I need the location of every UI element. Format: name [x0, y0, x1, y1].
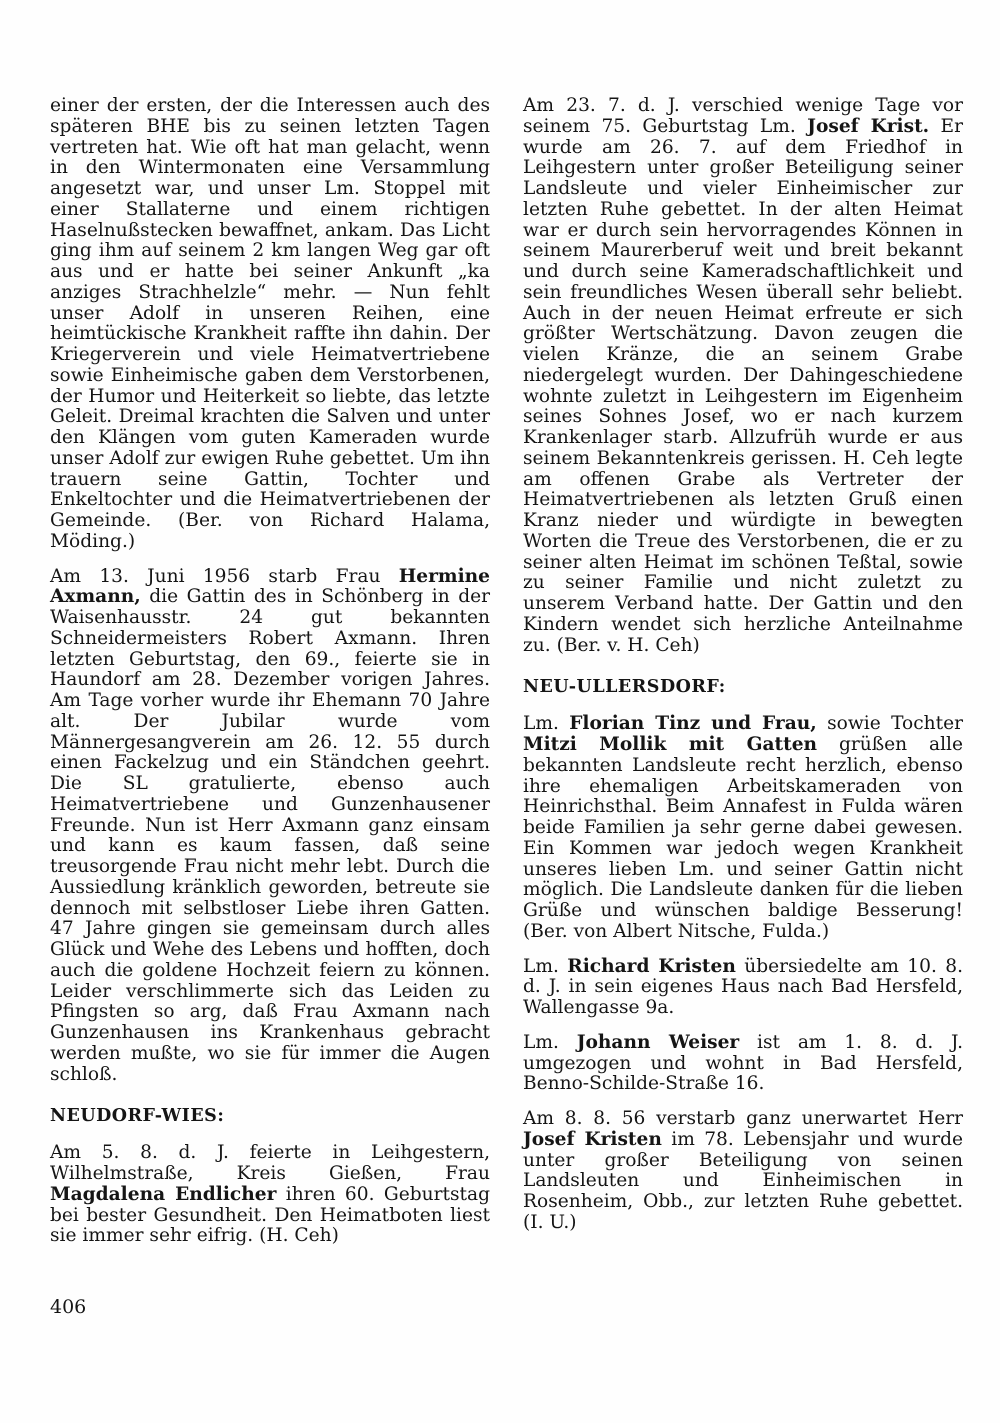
paragraph-text: ist am 1. 8. d. J. umgezogen und wohnt in Bad Hersfeld, Benno-Schilde-Straße 16. — [523, 1031, 963, 1095]
paragraph-axmann-obituary — [50, 567, 490, 1086]
paragraph-endlicher-birthday — [50, 1143, 490, 1247]
paragraph-text: Am 13. Juni 1956 starb Frau — [50, 565, 399, 587]
paragraph-text: Er wurde am 26. 7. auf dem Friedhof in Leihgestern unter großer Beteiligung seiner Landsleute und vieler Einheimischer zur letzten Ruhe gebettet. In der alten Heimat war er durch sein hervorragendes Können in seinem Maurerberuf weit und breit bekannt und durch seine Kameradschaftlichkeit und sein freundliches Wesen überall sehr beliebt. Auch in der neuen Heimat erfreute er sich größter Wertschätzung. Davon zeugen die vielen Kränze, die an seinem Grabe niedergelegt wurden. Der Dahingeschiedene wohnte zuletzt in Leihgestern im Eigenheim seines Sohnes Josef, wo er nach kurzem Krankenlager starb. Allzufrüh wurde er aus seinem Bekanntenkreis gerissen. H. Ceh legte am offenen Grabe als Vertreter der Heimatvertriebenen als letzten Gruß einen Kranz nieder und würdigte in bewegten Worten die Treue des Verstorbenen, die er zu seiner alten Heimat im schönen Teßtal, sowie zu seiner Familie und nicht zuletzt zu unserem Verband hatte. Der Gattin und den Kindern wendet sich herzliche Anteilnahme zu. (Ber. v. H. Ceh) — [523, 115, 963, 656]
paragraph-stoppel-obituary — [50, 96, 490, 553]
person-name: Josef Krist. — [807, 115, 930, 137]
section-heading-neudorf-wies: NEUDORF-WIES: — [50, 1106, 225, 1127]
paragraph-text: im 78. Lebensjahr und wurde unter großer Beteiligung von seinen Landsleuten und Einheimischen in Rosenheim, Obb., zur letzten Ruhe gebettet. (I. U.) — [523, 1128, 963, 1233]
person-name: Mitzi Mollik mit Gatten — [523, 734, 818, 755]
paragraph-text: die Gattin des in Schönberg in der Waisenhausstr. 24 gut bekannten Schneidermeisters Robert Axmann. Ihren letzten Geburtstag, den 69., feierte sie in Haundorf am 28. Dezember vorigen Jahres. Am Tage vorher wurde ihr Ehemann 70 Jahre alt. Der Jubilar wurde vom Männergesangverein am 26. 12. 55 durch einen Fackelzug und ein Ständchen geehrt. Die SL gratulierte, ebenso auch Heimatvertriebene und Gunzenhausener Freunde. Nun ist Herr Axmann ganz einsam und kann es kaum fassen, daß seine treusorgende Frau nicht mehr lebt. Durch die Aussiedlung kränklich geworden, betreute sie dennoch mit selbstloser Liebe ihren Gatten. 47 Jahre gingen sie gemeinsam durch alles Glück und Wehe des Lebens und hofften, doch auch die goldene Hochzeit feiern zu können. Leider verschlimmerte sich das Leiden zu Pfingsten so arg, daß Frau Axmann nach Gunzenhausen ins Krankenhaus gebracht werden mußte, wo sie für immer die Augen schloß. — [50, 586, 490, 1085]
left-column — [50, 96, 490, 1261]
paragraph-tinz-greetings — [523, 714, 963, 942]
paragraph-text: Am 8. 8. 56 verstarb ganz unerwartet Herr — [523, 1108, 963, 1129]
paragraph-text: grüßen alle bekannten Landsleute recht herzlich, ebenso ihre ehemaligen Arbeitskameraden von Heinrichsthal. Beim Annafest in Fulda wären beide Familien ja sehr gerne dabei gewesen. Ein Kommen war jedoch wegen Krankheit unseres lieben Lm. und seiner Gattin nicht möglich. Die Landsleute danken für die lieben Grüße und wünschen baldige Besserung! (Ber. von Albert Nitsche, Fulda.) — [523, 734, 963, 942]
paragraph-text: Lm. — [523, 955, 568, 977]
paragraph-krist-obituary — [523, 96, 963, 656]
paragraph-kristen-move — [523, 957, 963, 1019]
paragraph-text: sowie Tochter — [816, 713, 963, 735]
paragraph-text: übersiedelte am 10. 8. d. J. in sein eigenes Haus nach Bad Hersfeld, Wallengasse 9a. — [523, 955, 963, 1018]
paragraph-text: Lm. — [523, 713, 570, 735]
person-name: Florian Tinz und Frau, — [569, 713, 817, 735]
person-name: Magdalena Endlicher — [50, 1183, 277, 1205]
section-heading-neu-ullersdorf: NEU-ULLERSDORF: — [523, 677, 726, 698]
paragraph-weiser-move — [523, 1033, 963, 1095]
page-number: 406 — [50, 1296, 87, 1318]
person-name: Josef Kristen — [523, 1128, 662, 1150]
person-name: Hermine Axmann, — [50, 565, 490, 608]
paragraph-text: Lm. — [523, 1031, 577, 1053]
paragraph-text: Am 5. 8. d. J. feierte in Leihgestern, Wilhelmstraße, Kreis Gießen, Frau — [50, 1142, 490, 1184]
paragraph-text: einer der ersten, der die Interessen auch des späteren BHE bis zu seinen letzten Tagen vertreten hat. Wie oft hat man gelacht, wenn in den Wintermonaten eine Versammlung angesetzt war, und unser Lm. Stoppel mit einer Stallaterne und einem richtigen Haselnußstecken bewaffnet, ankam. Das Licht ging ihm auf seinem 2 km langen Weg gar oft aus und er hatte bei seiner Ankunft „ka anziges Strachhelzle“ mehr. — Nun fehlt unser Adolf in unseren Reihen, eine heimtückische Krankheit raffte ihn dahin. Der Kriegerverein und viele Heimatvertriebene sowie Einheimische gaben dem Verstorbenen, der Humor und Heiterkeit so liebte, das letzte Geleit. Dreimal krachten die Salven und unter den Klängen vom guten Kameraden wurde unser Adolf zur ewigen Ruhe gebettet. Um ihn trauern seine Gattin, Tochter und Enkeltochter und die Heimatvertriebenen der Gemeinde. (Ber. von Richard Halama, Möding.) — [50, 95, 490, 552]
person-name: Johann Weiser — [576, 1031, 740, 1053]
right-column — [523, 96, 963, 1248]
paragraph-text: ihren 60. Geburtstag bei bester Gesundheit. Den Heimatboten liest sie immer sehr eifrig. (H. Ceh) — [50, 1183, 490, 1247]
paragraph-text: Am 23. 7. d. J. verschied wenige Tage vor seinem 75. Geburtstag Lm. — [523, 95, 963, 137]
paragraph-kristen-obituary — [523, 1109, 963, 1234]
person-name: Richard Kristen — [567, 955, 736, 977]
